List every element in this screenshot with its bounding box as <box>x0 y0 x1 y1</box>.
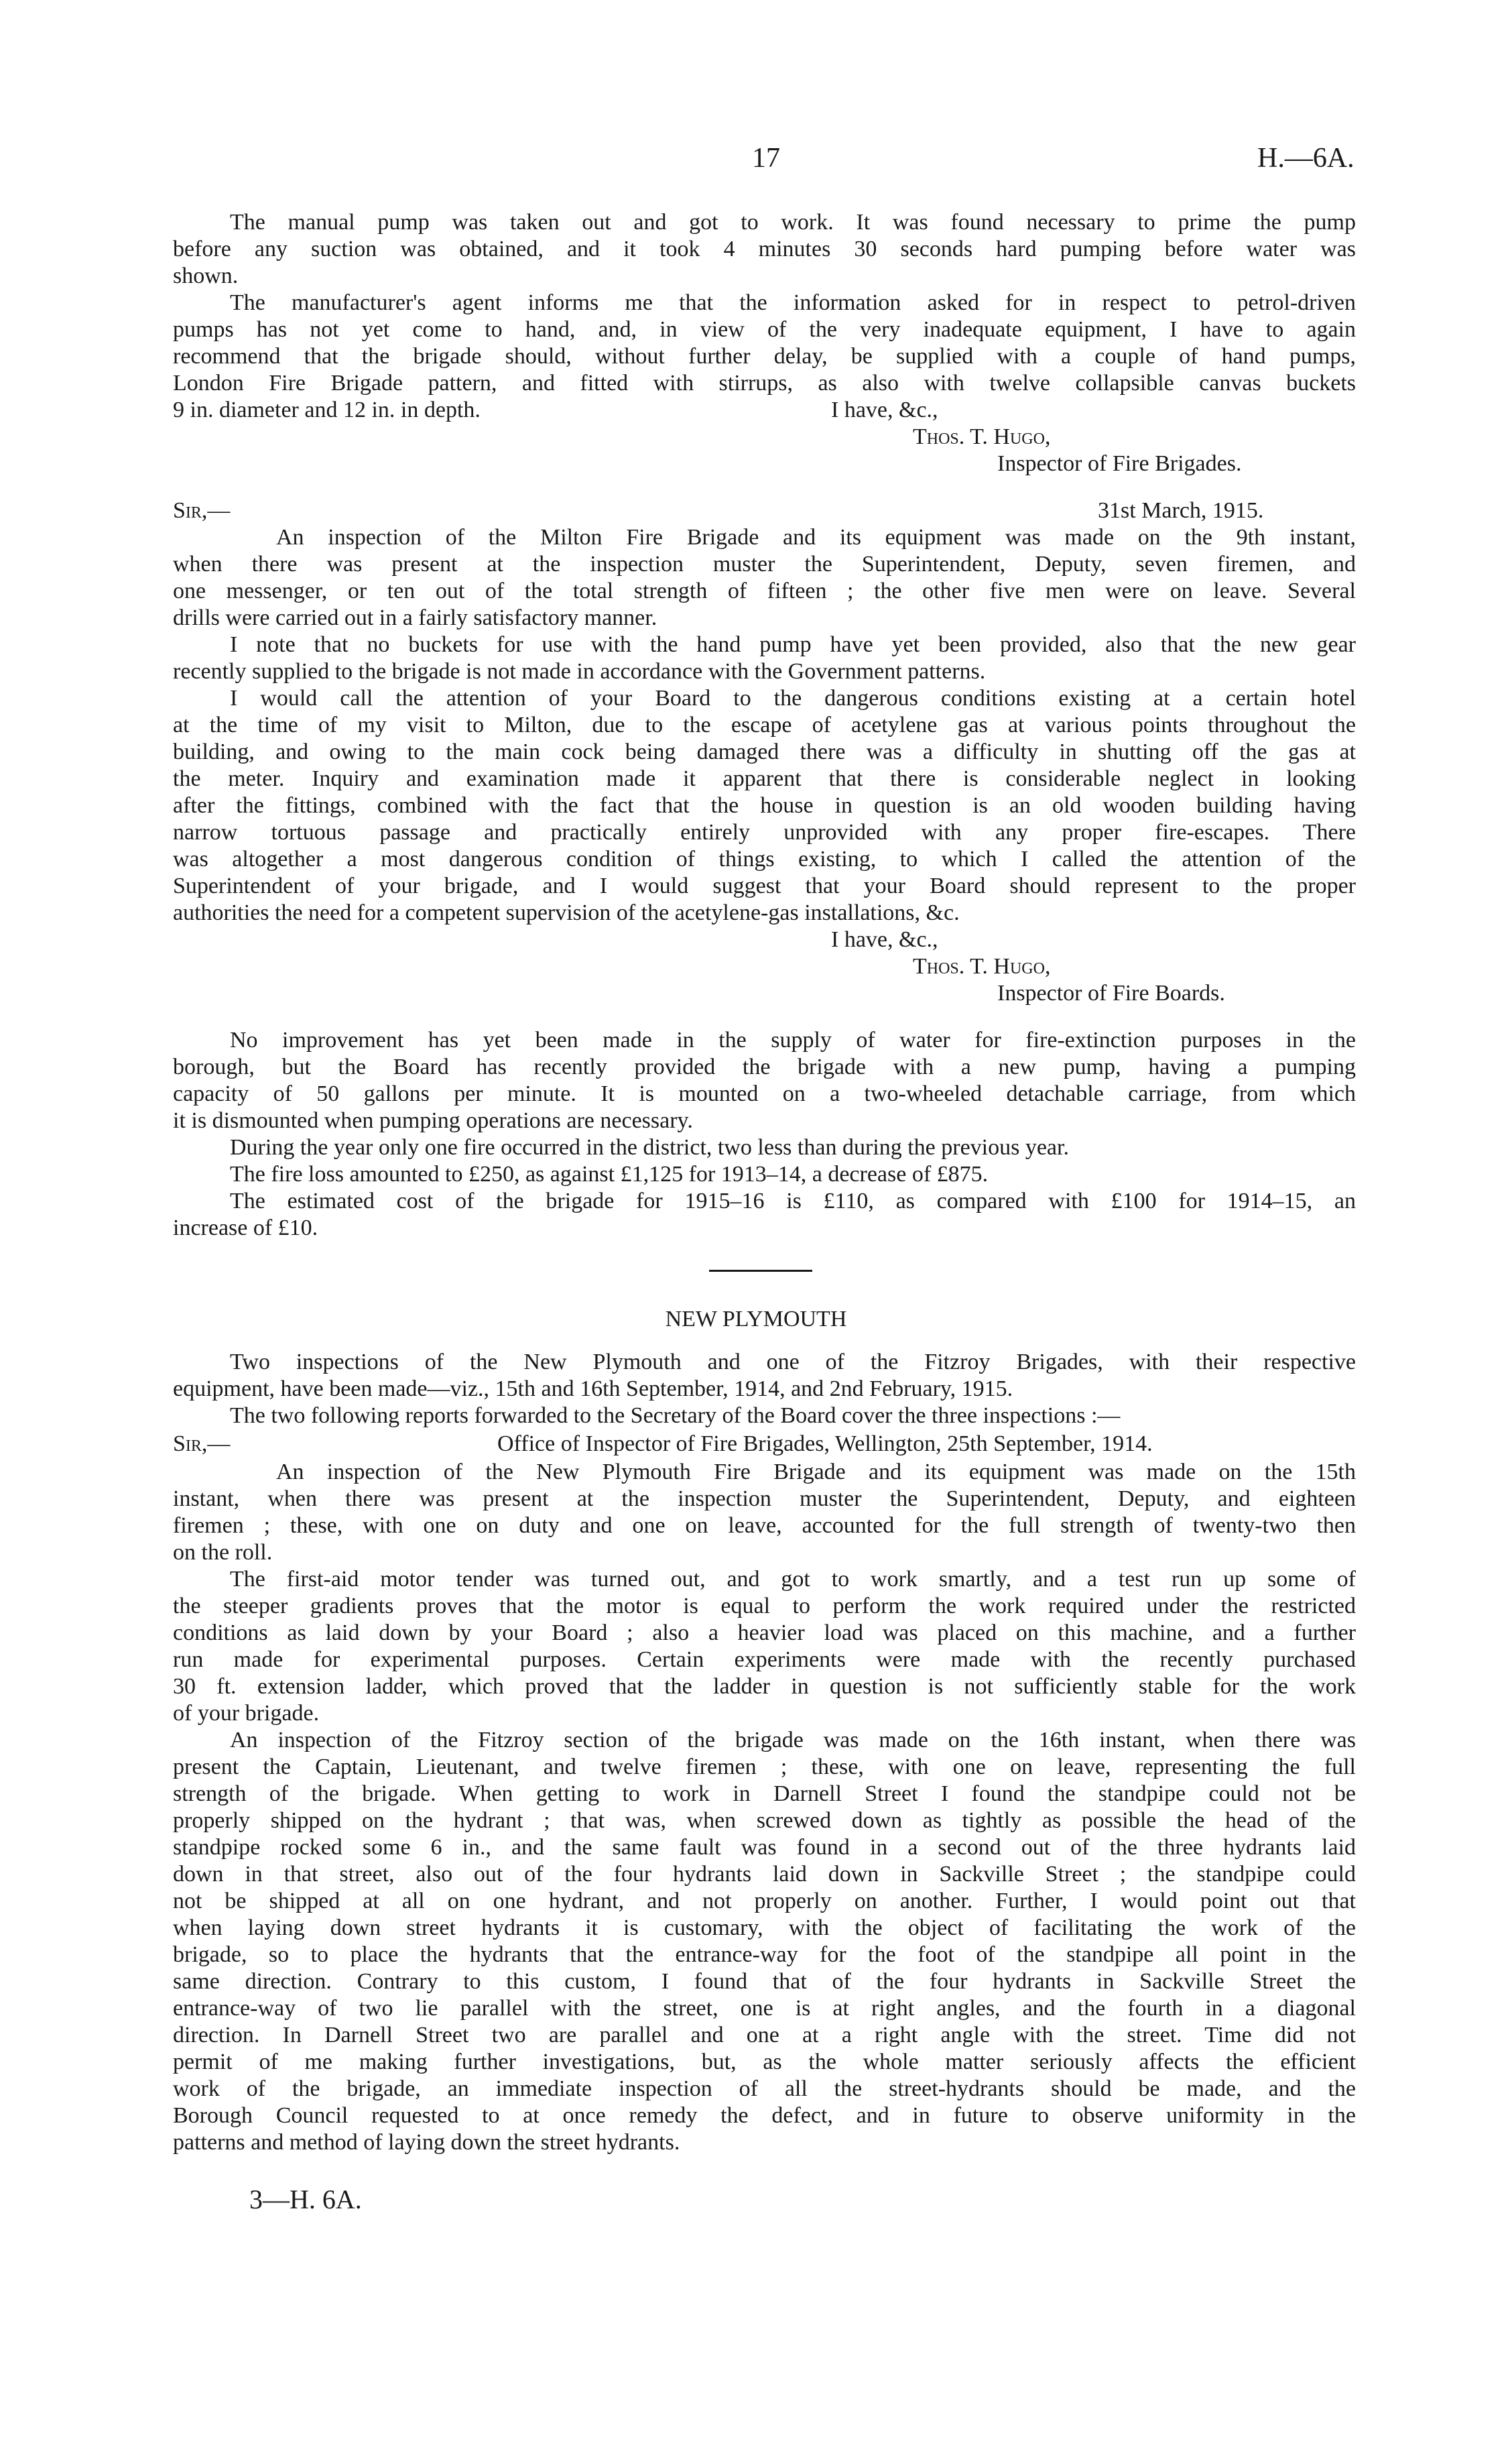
summary-line: During the year only one fire occurred in the district, two less than during the previous year. <box>230 1135 1069 1160</box>
intro-line: Two inspections of the New Plymouth and one of the Fitzroy Brigades, with their respective <box>230 1350 1356 1374</box>
letter3-line: standpipe rocked some 6 in., and the same fault was found in a second out of the three hydrants laid <box>173 1835 1356 1860</box>
letter2-line: the meter. Inquiry and examination made it apparent that there is considerable neglect in looking <box>173 766 1356 791</box>
letter3-line: down in that street, also out of the four hydrants laid down in Sackville Street ; the standpipe could <box>173 1862 1356 1887</box>
letter1-line: recommend that the brigade should, without further delay, be supplied with a couple of hand pumps, <box>173 344 1356 369</box>
letter3-line: work of the brigade, an immediate inspection of all the street-hydrants should be made, and the <box>173 2076 1356 2101</box>
letter1-line: 9 in. diameter and 12 in. in depth. <box>173 398 481 422</box>
letter3-salutation: Sir,— <box>173 1431 231 1456</box>
letter1-line: The manufacturer's agent informs me that the information asked for in respect to petrol-driven <box>230 290 1356 315</box>
letter3-line: same direction. Contrary to this custom, I found that of the four hydrants in Sackville Street the <box>173 1969 1356 1994</box>
section-divider <box>709 1270 812 1272</box>
document-reference: H.—6A. <box>1257 143 1354 174</box>
letter3-line: permit of me making further investigations, but, as the whole matter seriously affects the efficient <box>173 2049 1356 2074</box>
letter2-line: I would call the attention of your Board to the dangerous conditions existing at a certain hotel <box>230 686 1356 711</box>
letter3-line: instant, when there was present at the inspection muster the Superintendent, Deputy, and eighteen <box>173 1486 1356 1511</box>
letter2-line: when there was present at the inspection muster the Superintendent, Deputy, seven firemen, and <box>173 552 1356 577</box>
letter3-line: patterns and method of laying down the street hydrants. <box>173 2130 680 2155</box>
letter3-line: entrance-way of two lie parallel with the street, one is at right angles, and the fourth in a diagonal <box>173 1996 1356 2021</box>
letter3-line: An inspection of the New Plymouth Fire Brigade and its equipment was made on the 15th <box>276 1460 1356 1484</box>
letter1-line: London Fire Brigade pattern, and fitted with stirrups, as also with twelve collapsible canvas buckets <box>173 371 1356 396</box>
summary-line: The fire loss amounted to £250, as against £1,125 for 1913–14, a decrease of £875. <box>230 1162 989 1187</box>
summary-line: increase of £10. <box>173 1215 318 1240</box>
letter2-line: drills were carried out in a fairly satisfactory manner. <box>173 605 657 630</box>
letter3-dateline: Office of Inspector of Fire Brigades, Wellington, 25th September, 1914. <box>497 1431 1153 1456</box>
letter3-line: The first-aid motor tender was turned out, and got to work smartly, and a test run up some of <box>230 1567 1356 1592</box>
letter3-line: of your brigade. <box>173 1701 320 1726</box>
letter2-line: recently supplied to the brigade is not made in accordance with the Government patterns. <box>173 659 986 684</box>
letter3-line: present the Captain, Lieutenant, and twelve firemen ; these, with one on leave, representing the full <box>173 1754 1356 1779</box>
letter2-line: was altogether a most dangerous condition of things existing, to which I called the attention of the <box>173 847 1356 872</box>
letter2-line: building, and owing to the main cock being damaged there was a difficulty in shutting off the gas at <box>173 739 1356 764</box>
summary-line: The estimated cost of the brigade for 1915–16 is £110, as compared with £100 for 1914–15, an <box>230 1189 1356 1213</box>
letter2-line: An inspection of the Milton Fire Brigade and its equipment was made on the 9th instant, <box>276 525 1356 550</box>
letter1-signatory-title: Inspector of Fire Brigades. <box>997 451 1242 476</box>
letter3-line: the steeper gradients proves that the motor is equal to perform the work required under the restricted <box>173 1594 1356 1618</box>
letter2-line: one messenger, or ten out of the total strength of fifteen ; the other five men were on leave. Several <box>173 579 1356 603</box>
letter2-line: I note that no buckets for use with the hand pump have yet been provided, also that the new gear <box>230 632 1356 657</box>
letter2-closing: I have, &c., <box>831 927 938 952</box>
letter1-line: pumps has not yet come to hand, and, in view of the very inadequate equipment, I have to again <box>173 317 1356 342</box>
letter1-signatory: Thos. T. Hugo, <box>913 424 1051 449</box>
letter1-closing: I have, &c., <box>831 398 938 422</box>
letter3-line: conditions as laid down by your Board ; also a heavier load was placed on this machine, and a further <box>173 1620 1356 1645</box>
signature-mark: 3—H. 6A. <box>249 2184 362 2214</box>
letter2-signatory-title: Inspector of Fire Boards. <box>997 981 1225 1006</box>
letter3-line: on the roll. <box>173 1540 273 1565</box>
letter2-signatory: Thos. T. Hugo, <box>913 954 1051 979</box>
letter3-line: An inspection of the Fitzroy section of the brigade was made on the 16th instant, when there was <box>230 1728 1356 1752</box>
section-heading: NEW PLYMOUTH <box>665 1307 847 1331</box>
letter1-line: shown. <box>173 263 239 288</box>
letter2-line: Superintendent of your brigade, and I would suggest that your Board should represent to the proper <box>173 874 1356 898</box>
summary-line: borough, but the Board has recently provided the brigade with a new pump, having a pumping <box>173 1055 1356 1079</box>
page-number: 17 <box>752 143 780 174</box>
intro-line: The two following reports forwarded to the Secretary of the Board cover the three inspections :— <box>230 1403 1121 1428</box>
letter3-line: direction. In Darnell Street two are parallel and one at a right angle with the street. Time did not <box>173 2023 1356 2047</box>
intro-line: equipment, have been made—viz., 15th and 16th September, 1914, and 2nd February, 1915. <box>173 1376 1013 1401</box>
summary-line: No improvement has yet been made in the supply of water for fire-extinction purposes in the <box>230 1028 1356 1053</box>
letter3-line: firemen ; these, with one on duty and one on leave, accounted for the full strength of twenty-two then <box>173 1513 1356 1538</box>
letter2-salutation: Sir,— <box>173 498 231 523</box>
letter2-line: authorities the need for a competent supervision of the acetylene-gas installations, &c. <box>173 900 960 925</box>
letter3-line: not be shipped at all on one hydrant, and not properly on another. Further, I would point out that <box>173 1889 1356 1913</box>
letter3-line: when laying down street hydrants it is customary, with the object of facilitating the work of the <box>173 1915 1356 1940</box>
letter3-line: properly shipped on the hydrant ; that was, when screwed down as tightly as possible the head of the <box>173 1808 1356 1833</box>
summary-line: capacity of 50 gallons per minute. It is mounted on a two-wheeled detachable carriage, from which <box>173 1081 1356 1106</box>
letter3-line: strength of the brigade. When getting to work in Darnell Street I found the standpipe could not be <box>173 1781 1356 1806</box>
letter1-line: before any suction was obtained, and it took 4 minutes 30 seconds hard pumping before water was <box>173 237 1356 261</box>
summary-line: it is dismounted when pumping operations are necessary. <box>173 1108 693 1133</box>
letter3-line: run made for experimental purposes. Certain experiments were made with the recently purchased <box>173 1647 1356 1672</box>
letter2-line: after the fittings, combined with the fact that the house in question is an old wooden building having <box>173 793 1356 818</box>
letter3-line: 30 ft. extension ladder, which proved that the ladder in question is not sufficiently stable for the work <box>173 1674 1356 1699</box>
letter3-line: Borough Council requested to at once remedy the defect, and in future to observe uniformity in the <box>173 2103 1356 2128</box>
letter2-line: at the time of my visit to Milton, due to the escape of acetylene gas at various points throughout the <box>173 713 1356 737</box>
letter1-line: The manual pump was taken out and got to work. It was found necessary to prime the pump <box>230 210 1356 235</box>
letter2-date: 31st March, 1915. <box>1098 498 1264 523</box>
letter3-line: brigade, so to place the hydrants that the entrance-way for the foot of the standpipe all point in the <box>173 1942 1356 1967</box>
letter2-line: narrow tortuous passage and practically entirely unprovided with any proper fire-escapes. There <box>173 820 1356 845</box>
